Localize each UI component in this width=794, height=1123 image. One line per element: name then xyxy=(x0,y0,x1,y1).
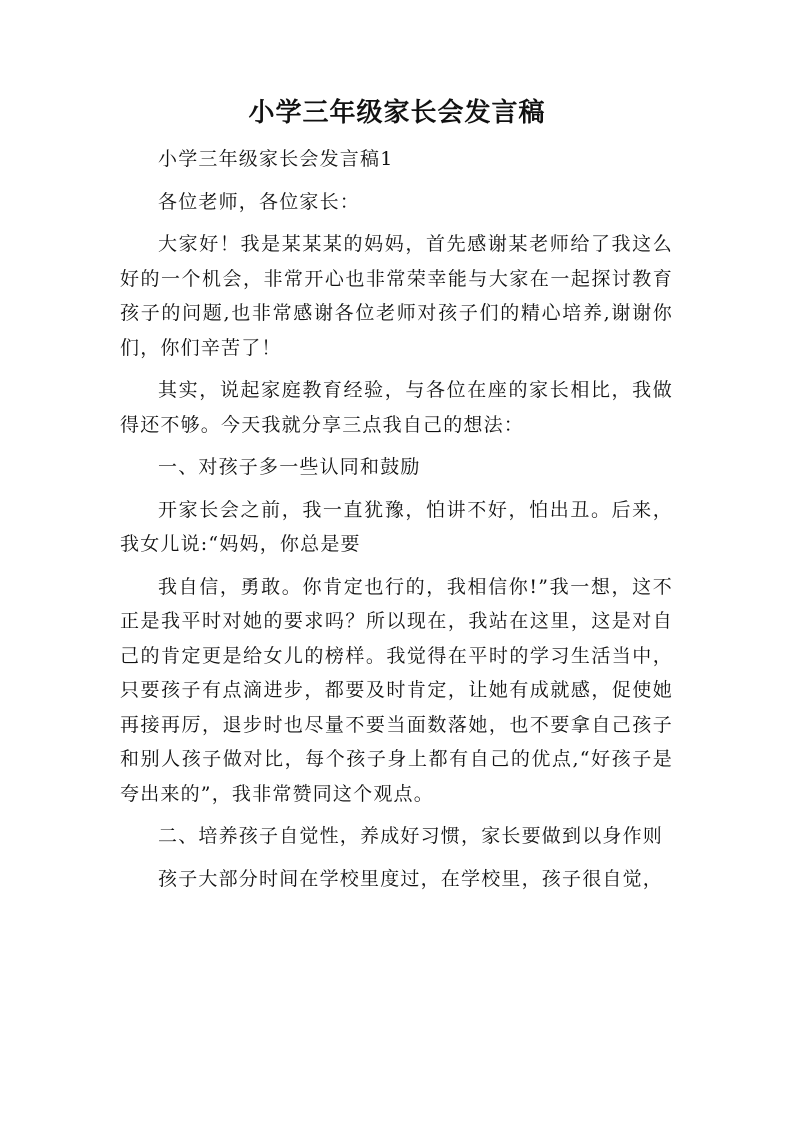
paragraph: 开家长会之前，我一直犹豫，怕讲不好，怕出丑。后来，我女儿说:“妈妈，你总是要 xyxy=(120,498,673,555)
paragraph: 小学三年级家长会发言稿1 xyxy=(158,148,394,170)
paragraph: 我自信，勇敢。你肯定也行的，我相信你!”我一想，这不正是我平时对她的要求吗？所以现在，我站在这里，这是对自己的肯定更是给女儿的榜样。我觉得在平时的学习生活当中，只要孩子有点滴进步，都要及时肯定，让她有成就感，促使她再接再厉，退步时也尽量不要当面数落她，也不要拿自己孩子和别人孩子做对比，每个孩子身上都有自己的优点,“好孩子是夸出来的”，我非常赞同这个观点。 xyxy=(120,575,673,805)
paragraph: 大家好！我是某某某的妈妈，首先感谢某老师给了我这么好的一个机会，非常开心也非常荣幸能与大家在一起探讨教育孩子的问题,也非常感谢各位老师对孩子们的精心培养,谢谢你们，你们辛苦了！ xyxy=(120,233,673,359)
paragraph: 其实，说起家庭教育经验，与各位在座的家长相比，我做得还不够。今天我就分享三点我自己的想法： xyxy=(120,379,673,436)
section-heading: 一、对孩子多一些认同和鼓励 xyxy=(158,456,421,478)
section-heading: 二、培养孩子自觉性，养成好习惯，家长要做到以身作则 xyxy=(158,825,664,847)
paragraph: 孩子大部分时间在学校里度过，在学校里，孩子很自觉， xyxy=(158,867,664,890)
document-title: 小学三年级家长会发言稿 xyxy=(248,98,546,128)
document-body xyxy=(120,142,673,904)
paragraph: 各位老师，各位家长： xyxy=(158,190,361,213)
